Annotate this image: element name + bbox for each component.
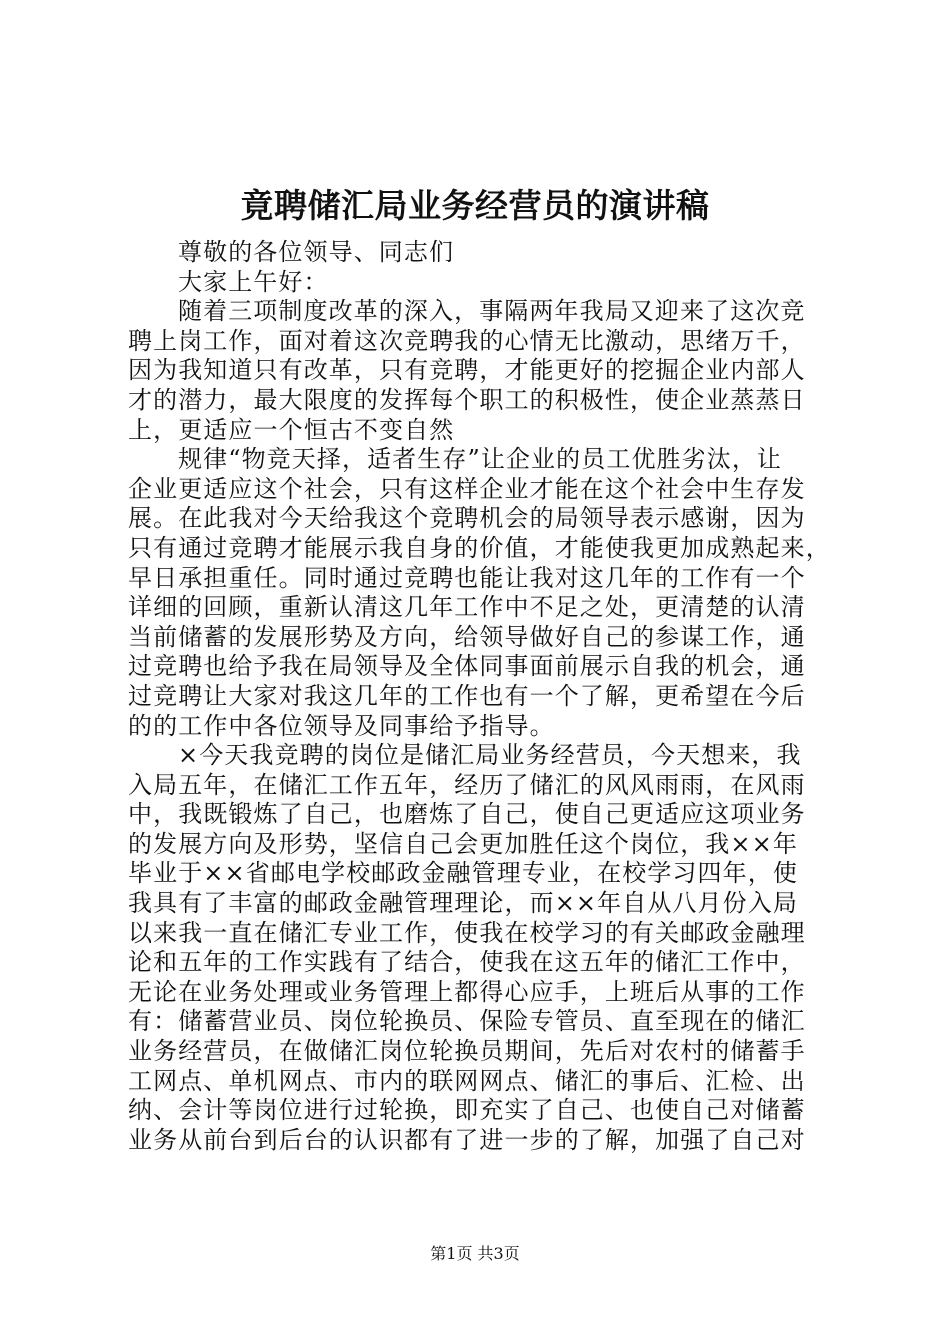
paragraph-2-line: 规律“物竞天择，适者生存”让企业的员工优胜劣汰，让 [178,445,783,474]
paragraph-2-line: 过竞聘让大家对我这几年的工作也有一个了解，更希望在今后 [128,681,806,710]
paragraph-3-line: ×今天我竞聘的岗位是储汇局业务经营员，今天想来，我 [178,741,802,770]
paragraph-2-line: 详细的回顾，重新认清这几年工作中不足之处，更清楚的认清 [128,593,806,622]
paragraph-3-line: 的发展方向及形势，坚信自己会更加胜任这个岗位，我××年 [128,829,798,858]
paragraph-3-line: 有：储蓄营业员、岗位轮换员、保险专管员、直至现在的储汇 [128,1007,806,1036]
paragraph-3-line: 毕业于××省邮电学校邮政金融管理专业，在校学习四年，使 [128,859,798,888]
paragraph-3-line: 以来我一直在储汇专业工作，使我在校学习的有关邮政金融理 [128,918,806,947]
page-title: 竟聘储汇局业务经营员的演讲稿 [240,186,710,225]
paragraph-2-line: 企业更适应这个社会，只有这样企业才能在这个社会中生存发 [128,474,806,503]
paragraph-3-line: 无论在业务处理或业务管理上都得心应手，上班后从事的工作 [128,977,806,1006]
paragraph-2-line: 的的工作中各位领导及同事给予指导。 [128,711,555,740]
paragraph-3-line: 工网点、单机网点、市内的联网网点、储汇的事后、汇检、出 [128,1066,806,1095]
page-number: 第1页 共3页 [430,1244,520,1263]
paragraph-1-line: 因为我知道只有改革，只有竞聘，才能更好的挖掘企业内部人 [128,356,806,385]
paragraph-1-line: 上，更适应一个恒古不变自然 [128,415,455,444]
salutation-line: 尊敬的各位领导、同志们 [178,238,455,266]
paragraph-2-line: 展。在此我对今天给我这个竞聘机会的局领导表示感谢，因为 [128,504,806,533]
paragraph-2-line: 早日承担重任。同时通过竞聘也能让我对这几年的工作有一个 [128,563,806,592]
paragraph-1-line: 才的潜力，最大限度的发挥每个职工的积极性，使企业蒸蒸日 [128,385,806,414]
paragraph-2-line: 当前储蓄的发展形势及方向，给领导做好自己的参谋工作，通 [128,622,806,651]
speech-body [128,238,831,1155]
greeting-line: 大家上午好： [178,267,329,296]
paragraph-1-line: 随着三项制度改革的深入，事隔两年我局又迎来了这次竞 [178,297,806,326]
paragraph-3-line: 入局五年，在储汇工作五年，经历了储汇的风风雨雨，在风雨 [128,770,806,799]
paragraph-3-line: 业务经营员，在做储汇岗位轮换员期间，先后对农村的储蓄手 [128,1037,806,1066]
paragraph-3-line: 我具有了丰富的邮政金融管理理论，而××年自从八月份入局 [128,889,798,918]
paragraph-3-line: 中，我既锻炼了自己，也磨炼了自己，使自己更适应这项业务 [128,800,806,829]
paragraph-2-line: 只有通过竞聘才能展示我自身的价值，才能使我更加成熟起来， [128,533,831,562]
paragraph-1-line: 聘上岗工作，面对着这次竞聘我的心情无比激动，思绪万千， [128,326,806,355]
paragraph-3-line: 论和五年的工作实践有了结合，使我在这五年的储汇工作中， [128,948,806,977]
paragraph-3-line: 业务从前台到后台的认识都有了进一步的了解，加强了自己对 [128,1125,806,1154]
paragraph-2-line: 过竞聘也给予我在局领导及全体同事面前展示自我的机会，通 [128,652,806,681]
paragraph-3-line: 纳、会计等岗位进行过轮换，即充实了自己、也使自己对储蓄 [128,1096,806,1125]
